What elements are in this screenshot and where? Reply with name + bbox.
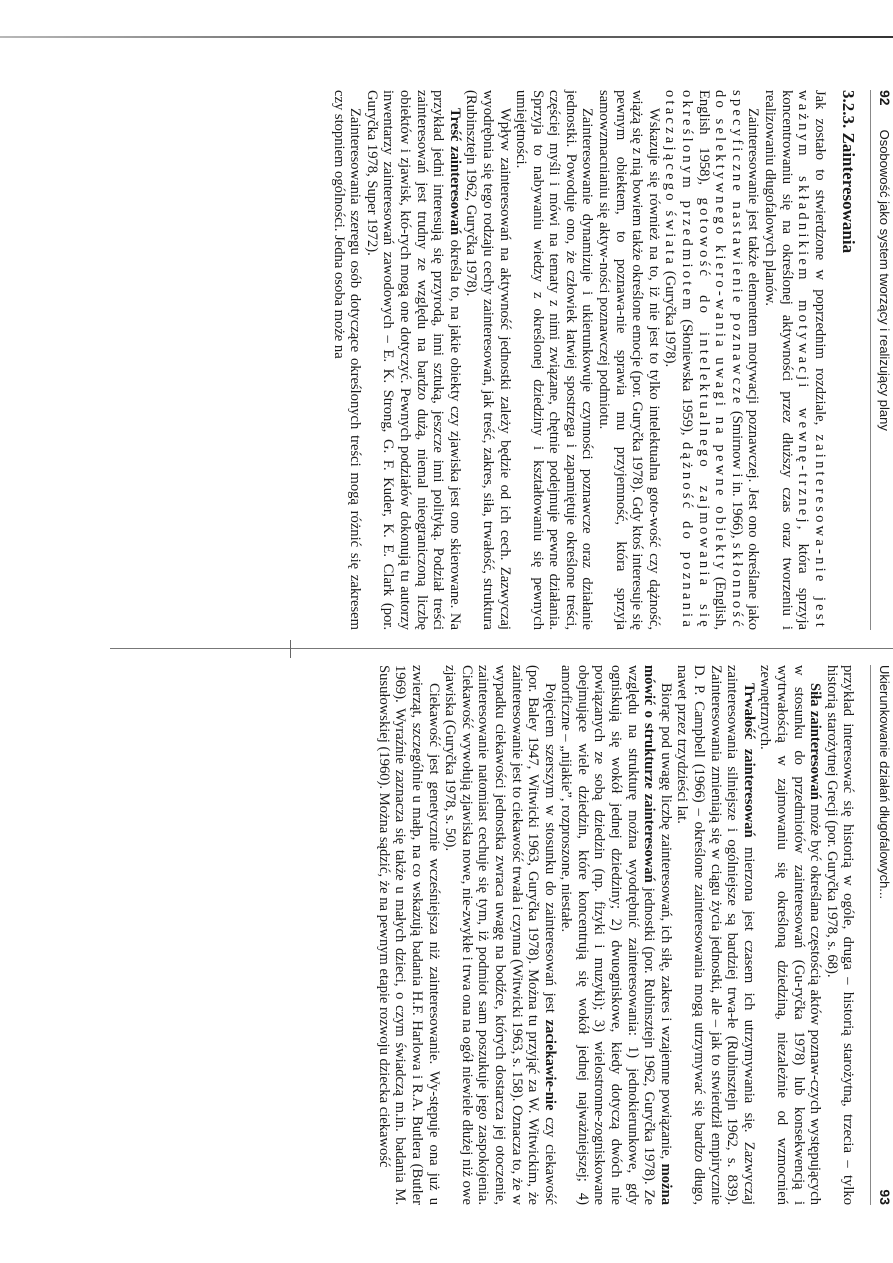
paragraph: Zainteresowanie dynamizuje i ukierunkowuje czynności poznawcze oraz działanie jednostki. Powoduje ono, że człowiek łatwiej spostrzega i zapamiętuje określone treści, częściej myśli i mówi na tematy z nimi związane, chętnie podejmuje pewne działania. Sprzyja to nabywaniu wiedzy z określonej dziedziny i kształtowaniu się pewnych umiejętności. — [513, 90, 596, 630]
right-running-head — [870, 665, 893, 1205]
left-page — [123, 90, 893, 630]
paragraph: przykład interesować się historią w ogóle, druga – historią starożytną, trzecia – tylko historią starożytnej Grecji (por. Guryčka 1978, s. 68). — [823, 665, 857, 1205]
right-page — [123, 665, 893, 1205]
scan-top-rule — [0, 36, 893, 38]
page-number-92: 92 — [877, 90, 893, 106]
book-spread — [123, 90, 893, 1210]
paragraph: Jak zostało to stwierdzone w poprzednim rozdziale, zainteresowa-nie jest ważnym składnikiem motywacji wewnę-trznej, która sprzyja koncentrowaniu się na określonej aktywności przez dłuższy czas oraz tworzeniu i realizowaniu długofalowych planów. — [762, 90, 828, 631]
paragraph: Trwałość zainteresowań mierzona jest czasem ich utrzymywania się. Zazwyczaj zainteresowania silniejsze i ogólniejsze są bardziej trwa-łe (Rubinsztejn 1962, s. 839). Zainteresowania zmieniają się w ciągu życia jednostki, ale – jak to stwierdził empirycznie D. P. Campbell (1966) – określone zainteresowania mogą utrzymywać się bardzo długo, nawet przez trzydzieści lat. — [674, 665, 757, 1205]
paragraph: Ciekawość jest genetycznie wcześniejsza niż zainteresowanie. Wy-stępuje ona już u zwierząt, szczególnie u małp, na co wskazują badania H.F. Harlowa i R.A. Butlera (Butler 1969). Wyraźnie zaznacza się także u małych dzieci, o czym świadczą m.in. badania M. Susułowskiej (1960). Można sądzić, że na pewnym etapie rozwoju dziecka ciekawość — [375, 665, 442, 1205]
paragraph: Biorąc pod uwagę liczbę zainteresowań, ich siłę, zakres i wzajemne powiązanie, można mówić o strukturze zainteresowań jednostki (por. Rubinsztejn 1962, Guryčka 1978). Ze względu na strukturę można wyodrębnić zainteresowania: 1) jednokierunkowe, gdy ogniskują się wokół jednej dziedziny; 2) dwuogniskowe, kiedy dotyczą dwóch nie powiązanych ze sobą dziedzin (np. fizyki i muzyki); 3) wielostronne-zogniskowane obejmujące wiele dziedzin, które koncentrują się wokół jednej najważniejszej; 4) amorficzne – „nijakie”, rozproszone, niestałe. — [558, 665, 674, 1205]
running-head-text: Osobowość jako system tworzący i realizujący plany — [877, 129, 892, 431]
page-number-93: 93 — [877, 1189, 893, 1205]
section-title: 3.2.3. Zainteresowania — [839, 90, 859, 254]
paragraph: Treść zainteresowań określa to, na jakie obiekty czy zjawiska jest ono skierowane. Na przykład jedni interesują się przyrodą, inni sztuką, jeszcze inni polityką. Podział treści zainteresowań jest trudny ze względu na bardzo dużą, niemal nieograniczoną liczbę obiektów i zjawisk, któ-rych mogą one dotyczyć. Pewnych podziałów dokonują tu autorzy inwentarzy zainteresowań zawodowych – E. K. Strong, G. F. Kuder, K. E. Clark (por. Guryčka 1978, Super 1972). — [363, 90, 463, 630]
paragraph: Siła zainteresowań może być określana częstością aktów poznaw-czych występujących w stosunku do przedmiotów zainteresowań (Gu-ryčka 1978) lub konsekwencją i wytrwałością w zajmowaniu się określoną dziedziną, niezależnie od wzmocnień zewnętrznych. — [757, 665, 824, 1205]
paragraph: Wpływ zainteresowań na aktywność jednostki zależy będzie od ich cech. Zazwyczaj wyodrębnia się tego rodzaju cechy zainteresowań, jak treść, zakres, siła, trwałość, struktura (Rubinsztejn 1962, Guryčka 1978). — [463, 90, 513, 630]
paragraph: Pojęciem szerszym w stosunku do zainteresowań jest zaciekawie-nie czy ciekawość (por. Baley 1947, Witwicki 1963, Guryčka 1978). Można tu przyjąć za W. Witwickim, że zainteresowanie jest to ciekawość trwała i czynna (Witwicki 1963, s. 158). Oznacza to, że w wypadku ciekawości jednostka zwraca uwagę na bodźce, których dostarcza jej otoczenie, zainteresowanie natomiast cechuje się tym, iż podmiot sam poszukuje jego zaspokojenia. Ciekawość wywołują zjawiska nowe, nie-zwykłe i trwa ona na ogół niewiele dłużej niż owe zjawiska (Guryčka 1978, s. 50). — [442, 665, 558, 1205]
left-running-head — [870, 90, 893, 630]
paragraph: Wskazuje się również na to, iż nie jest to tylko intelektualna goto-wość czy dążność, wiążą się z nią bowiem także określone emocje (por. Guryčka 1978). Gdy ktoś interesuje się pewnym obiektem, to poznawa-nie sprawia mu przyjemność, która sprzyja samowzmacnianiu się aktyw-ności poznawczej podmiotu. — [596, 90, 662, 630]
paragraph: Zainteresowania szeregu osób dotyczące określonych treści mogą różnić się zakresem czy stopniem ogólności. Jedna osoba może na — [330, 90, 364, 630]
paragraph: Zainteresowanie jest także elementem motywacji poznawczej. Jest ono określane jako specyficzne nastawienie poznawcze (Smirnow i in. 1966), skłonność do selektywnego kiero-wania uwagi na pewne obiekty (English, English 1958), gotowość do intelektualnego zajmowania się określonym przedmiotem (Słoniewska 1959), dążność do poznania otaczającego świata (Guryčka 1978). — [662, 90, 762, 630]
running-head-text: Ukierunkowanie działań długofalowych... — [877, 665, 892, 900]
